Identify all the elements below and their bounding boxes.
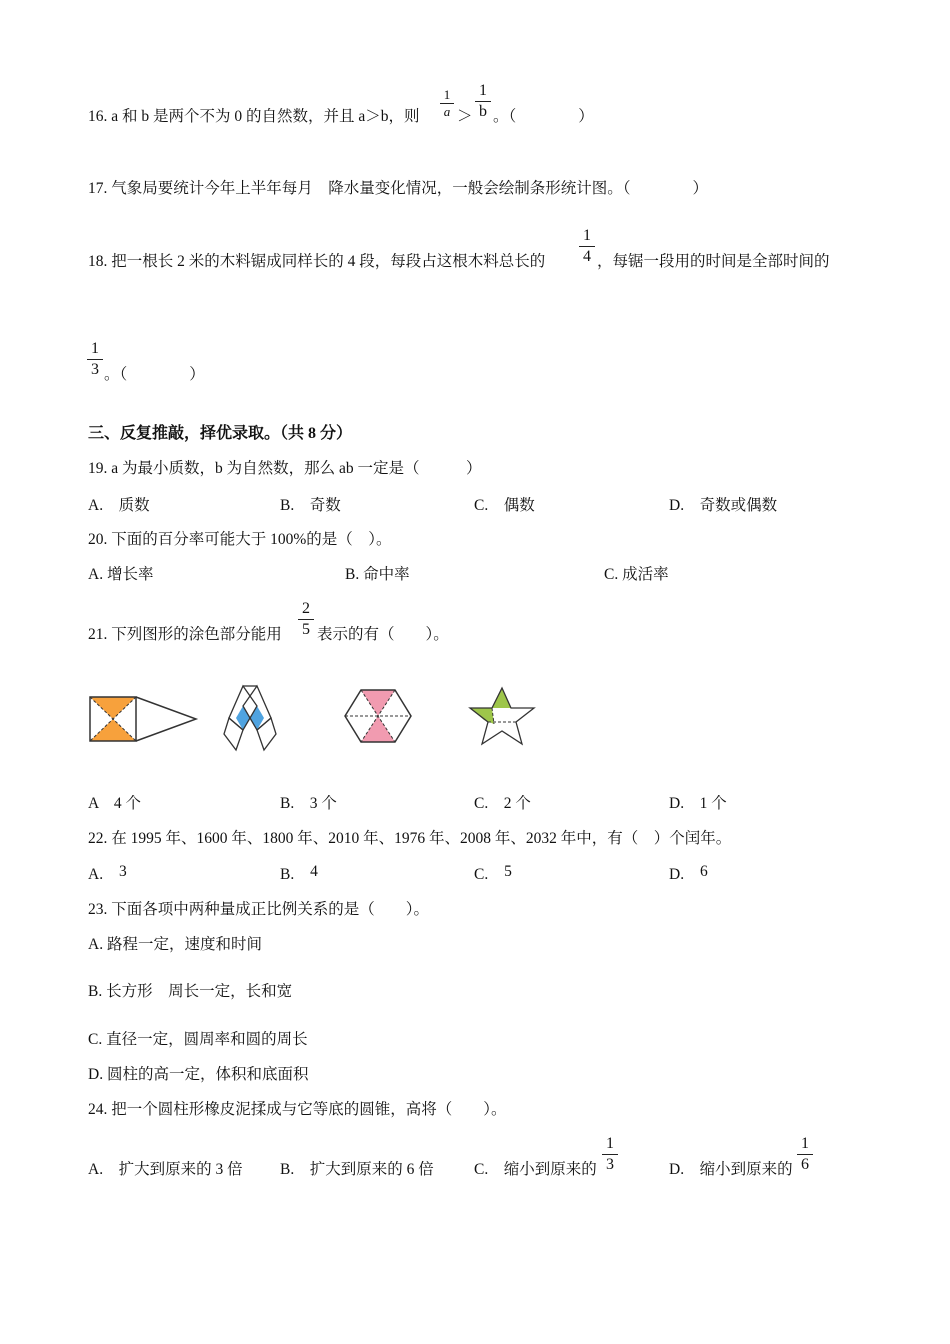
q21-fraction	[298, 600, 314, 639]
q20-text: 20. 下面的百分率可能大于 100%的是（ ）。	[88, 531, 392, 548]
q21-option-d[interactable]: D. 1 个	[669, 795, 727, 812]
green-shaded-top	[492, 688, 511, 708]
q16-answer-blank: 。（ ）	[493, 108, 594, 125]
fraction-denominator: 3	[91, 361, 99, 378]
q23-option-a[interactable]: A. 路程一定，速度和时间	[88, 936, 262, 953]
option-value: 5	[504, 863, 512, 880]
option-value: 4	[310, 863, 318, 880]
fraction-denominator: a	[443, 104, 451, 119]
q22-option-d[interactable]	[669, 865, 708, 885]
pink-shaded-top	[361, 690, 395, 716]
q22-option-a[interactable]	[88, 865, 127, 885]
fraction-bar	[602, 1154, 618, 1155]
q19-option-d[interactable]: D. 奇数或偶数	[669, 497, 778, 514]
q19-option-c[interactable]: C. 偶数	[474, 497, 535, 514]
q16-greater-sign: ＞	[457, 108, 473, 125]
q19-option-b[interactable]: B. 奇数	[280, 497, 341, 514]
q21-option-c[interactable]: C. 2 个	[474, 795, 531, 812]
q19-option-a[interactable]: A. 质数	[88, 497, 150, 514]
option-label: C.	[474, 866, 489, 883]
q16-fraction-2	[475, 82, 491, 121]
q18-text: 18. 把一根长 2 米的木料锯成同样长的 4 段，每段占这根木料总长的	[88, 253, 546, 270]
option-label: D.	[669, 866, 685, 883]
q24-option-d[interactable]: D. 缩小到原来的	[669, 1161, 793, 1178]
pink-shaded-bottom	[361, 716, 395, 742]
q23-option-b[interactable]: B. 长方形 周长一定，长和宽	[88, 983, 293, 1000]
orange-shaded-top	[90, 697, 136, 719]
fraction-bar	[797, 1154, 813, 1155]
q24-text: 24. 把一个圆柱形橡皮泥揉成与它等底的圆锥，高将（ ）。	[88, 1101, 507, 1118]
fraction-numerator: 1	[801, 1135, 809, 1152]
figure-star	[468, 686, 538, 746]
q23-text: 23. 下面各项中两种量成正比例关系的是（ ）。	[88, 901, 430, 918]
fraction-bar	[298, 619, 314, 620]
q24-option-a[interactable]: A. 扩大到原来的 3 倍	[88, 1161, 243, 1178]
option-label: A.	[88, 866, 104, 883]
q21-text: 21. 下列图形的涂色部分能用	[88, 626, 282, 643]
fraction-bar	[87, 359, 103, 360]
q24-option-c-fraction	[602, 1135, 618, 1174]
fraction-numerator: 1	[443, 87, 451, 102]
section-3-heading: 三、反复推敲，择优录取。（共 8 分）	[88, 425, 353, 442]
fraction-denominator: 3	[606, 1156, 614, 1173]
q19-text: 19. a 为最小质数，b 为自然数，那么 ab 一定是（ ）	[88, 460, 482, 477]
fraction-numerator: 1	[479, 82, 487, 99]
fraction-numerator: 2	[302, 600, 310, 617]
figure-hexagon	[343, 688, 413, 746]
option-value: 6	[699, 863, 708, 880]
q16-text: 16. a 和 b 是两个不为 0 的自然数，并且 a＞b，则	[88, 108, 420, 125]
q21-option-b[interactable]: B. 3 个	[280, 795, 337, 812]
q20-option-c[interactable]: C. 成活率	[604, 566, 669, 583]
q22-option-b[interactable]	[280, 865, 318, 885]
fraction-numerator: 1	[583, 227, 591, 244]
q20-option-a[interactable]: A. 增长率	[88, 566, 154, 583]
figure-double-rhombus	[222, 684, 282, 754]
fraction-numerator: 1	[606, 1135, 614, 1152]
q16-fraction-1	[440, 88, 454, 119]
fraction-denominator: 5	[302, 621, 310, 638]
q17-text: 17. 气象局要统计今年上半年每月 降水量变化情况，一般会绘制条形统计图。（ ）	[88, 180, 709, 197]
option-value: 3	[118, 863, 127, 880]
q20-option-b[interactable]: B. 命中率	[345, 566, 410, 583]
q21-text-continued: 表示的有（ ）。	[317, 626, 449, 643]
fraction-denominator: 4	[583, 248, 591, 265]
q18-fraction-1	[579, 227, 595, 266]
q24-option-b[interactable]: B. 扩大到原来的 6 倍	[280, 1161, 434, 1178]
q22-option-c[interactable]	[474, 865, 512, 885]
q18-text-continued: ，每锯一段用的时间是全部时间的	[597, 253, 830, 270]
q23-option-d[interactable]: D. 圆柱的高一定，体积和底面积	[88, 1066, 309, 1083]
q21-option-a[interactable]: A 4 个	[88, 795, 141, 812]
fraction-denominator: b	[479, 103, 487, 120]
orange-shaded-bottom	[90, 719, 136, 741]
figure-square-triangle	[88, 695, 200, 745]
fraction-bar	[579, 246, 595, 247]
q18-answer-blank: 。（ ）	[104, 366, 205, 383]
fraction-bar	[475, 101, 491, 102]
q22-text: 22. 在 1995 年、1600 年、1800 年、2010 年、1976 年、2008 年、2032 年中，有（ ）个闰年。	[88, 830, 732, 847]
q24-option-d-fraction	[797, 1135, 813, 1174]
q23-option-c[interactable]: C. 直径一定，圆周率和圆的周长	[88, 1031, 308, 1048]
q24-option-c[interactable]: C. 缩小到原来的	[474, 1161, 597, 1178]
fraction-denominator: 6	[801, 1156, 809, 1173]
q18-fraction-2	[87, 340, 103, 379]
option-label: B.	[280, 866, 295, 883]
fraction-numerator: 1	[91, 340, 99, 357]
